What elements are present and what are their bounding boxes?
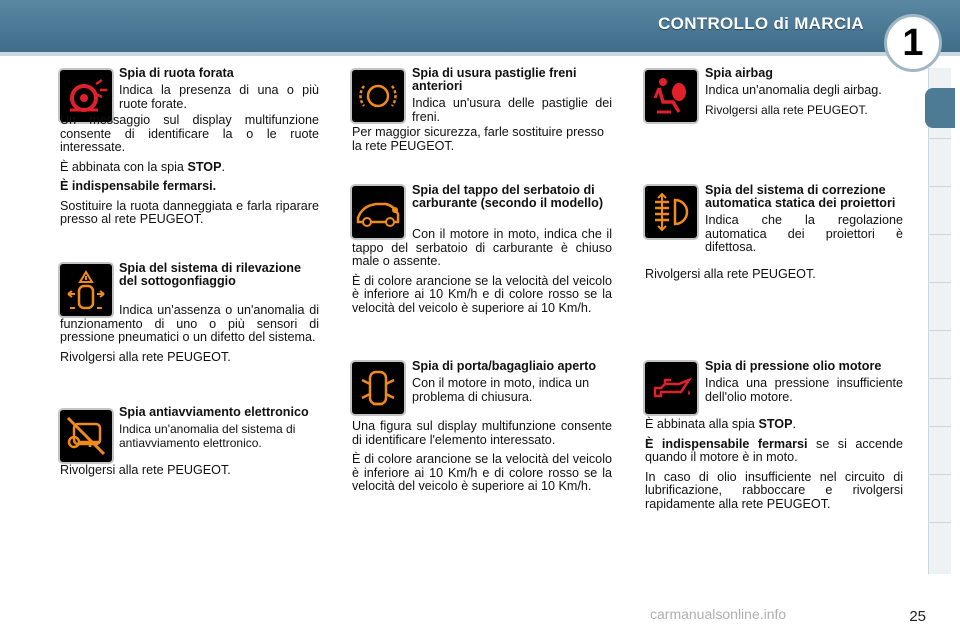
tyre-puncture-head	[119, 67, 319, 117]
tyre-pressure-body	[60, 304, 319, 370]
oil-pressure-body	[645, 418, 903, 517]
section-title: Spia del sistema di correzione automatica statica dei proiettori	[705, 183, 896, 210]
paragraph: Rivolgersi alla rete PEUGEOT.	[705, 102, 868, 117]
paragraph: Rivolgersi alla rete PEUGEOT.	[60, 349, 231, 364]
headlamp-levelling-head	[705, 184, 903, 261]
immobiliser-icon	[60, 410, 112, 462]
headlamp-levelling-icon	[645, 186, 697, 238]
chapter-number: 1	[884, 14, 942, 72]
chapter-tab[interactable]	[929, 234, 951, 283]
paragraph: È indispensabile fermarsi se si accende quando il motore è in moto.	[645, 436, 903, 464]
paragraph: Un messaggio sul display multifunzione consente di identificare la o le ruote interessate.	[60, 113, 319, 154]
paragraph: Rivolgersi alla rete PEUGEOT.	[645, 267, 816, 281]
chapter-tab-active[interactable]	[925, 88, 955, 128]
paragraph: Rivolgersi alla rete PEUGEOT.	[60, 463, 231, 477]
immobiliser-body	[60, 464, 319, 484]
chapter-tab[interactable]	[929, 378, 951, 427]
section-title: Spia airbag	[705, 66, 773, 80]
headlamp-levelling-body	[645, 268, 903, 288]
tyre-puncture-body	[60, 114, 319, 233]
fuel-cap-head	[412, 184, 612, 214]
oil-pressure-icon	[645, 362, 697, 414]
airbag-icon	[645, 70, 697, 122]
paragraph: Sostituire la ruota danneggiata e farla riparare presso al rete PEUGEOT.	[60, 198, 319, 226]
tyre-pressure-head	[119, 262, 319, 292]
section-title: Spia di ruota forata	[119, 66, 234, 80]
paragraph: In caso di olio insufficiente nel circuito di lubrificazione, rabboccare e rivolgersi rapidamente alla rete PEUGEOT.	[645, 469, 903, 511]
section-title: Spia del sistema di rilevazione del sottogonfiaggio	[119, 261, 301, 288]
paragraph: Indica che la regolazione automatica dei proiettori è difettosa.	[705, 213, 903, 254]
paragraph: È di colore arancione se la velocità del veicolo è inferiore ai 10 Km/h e di colore rosso se la velocità del veicolo è superiore ai 10 Km/h.	[352, 452, 612, 493]
oil-pressure-head	[705, 360, 903, 410]
page-title: CONTROLLO di MARCIA	[658, 14, 864, 33]
paragraph: Indica un'anomalia del sistema di antiavviamento elettronico.	[119, 422, 296, 450]
paragraph: È indispensabile fermarsi.	[60, 179, 217, 193]
section-title: Spia di pressione olio motore	[705, 359, 882, 373]
paragraph: Indica la presenza di una o più ruote forate.	[119, 83, 319, 111]
header-divider	[0, 52, 960, 56]
chapter-tab[interactable]	[929, 522, 951, 571]
door-open-head	[412, 360, 612, 410]
watermark: carmanualsonline.info	[650, 606, 787, 622]
paragraph: Per maggior sicurezza, farle sostituire presso la rete PEUGEOT.	[352, 125, 604, 153]
brake-pads-head	[412, 67, 612, 130]
airbag-head	[705, 67, 903, 123]
paragraph: È abbinata con la spia STOP.	[60, 159, 225, 174]
section-title: Spia del tappo del serbatoio di carburante (secondo il modello)	[412, 183, 604, 210]
paragraph: Indica un'anomalia degli airbag.	[705, 83, 882, 97]
chapter-tab[interactable]	[929, 426, 951, 475]
chapter-tab[interactable]	[929, 330, 951, 379]
immobiliser-head	[119, 406, 319, 456]
paragraph: Con il motore in moto, indica che il tappo del serbatoio di carburante è chiuso male o assente.	[352, 227, 612, 268]
brake-pads-icon	[352, 70, 404, 122]
chapter-tab[interactable]	[929, 282, 951, 331]
brake-pads-body	[352, 126, 612, 159]
section-title: Spia di porta/bagagliaio aperto	[412, 359, 597, 373]
paragraph: Indica una pressione insufficiente dell'olio motore.	[705, 376, 903, 404]
door-open-body	[352, 420, 612, 500]
fuel-cap-body	[352, 228, 612, 321]
chapter-tab[interactable]	[929, 186, 951, 235]
chapter-tabs	[928, 68, 951, 574]
paragraph: Indica un'usura delle pastiglie dei freni.	[412, 96, 612, 124]
paragraph: Con il motore in moto, indica un problema di chiusura.	[412, 376, 590, 404]
page-number: 25	[909, 608, 926, 625]
chapter-tab[interactable]	[929, 474, 951, 523]
paragraph: È abbinata alla spia STOP.	[645, 417, 796, 431]
section-title: Spia di usura pastiglie freni anteriori	[412, 66, 577, 93]
paragraph: È di colore arancione se la velocità del veicolo è inferiore ai 10 Km/h e di colore rosso se la velocità del veicolo è superiore ai 10 Km/h.	[352, 273, 612, 315]
door-open-icon	[352, 362, 404, 414]
section-title: Spia antiavviamento elettronico	[119, 405, 309, 419]
paragraph: Indica un'assenza o un'anomalia di funzionamento di uno o più sensori di pressione pneumatici o un difetto del sistema.	[60, 303, 319, 344]
paragraph: Una figura sul display multifunzione consente di identificare l'elemento interessato.	[352, 419, 612, 447]
chapter-tab[interactable]	[929, 138, 951, 187]
